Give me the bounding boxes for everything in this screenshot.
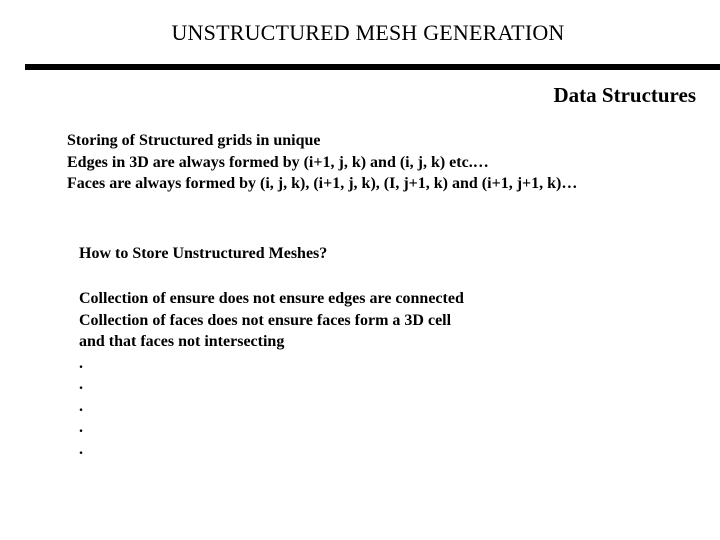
text-line: Faces are always formed by (i, j, k), (i+1, j, k), (I, j+1, k) and (i+1, j+1, k)… [67, 175, 578, 192]
slide-title: UNSTRUCTURED MESH GENERATION [171, 20, 565, 45]
title-divider [25, 64, 720, 70]
unstructured-text-block [79, 288, 464, 460]
ellipsis-dot: . [79, 376, 83, 393]
question-text: How to Store Unstructured Meshes? [79, 245, 328, 262]
ellipsis-dot: . [79, 440, 83, 458]
text-line: and that faces not intersecting [79, 333, 285, 350]
ellipsis-dot: . [79, 354, 83, 372]
text-line: Collection of ensure does not ensure edges are connected [79, 290, 464, 307]
ellipsis-dot: . [79, 397, 83, 415]
ellipsis-dot: . [79, 419, 83, 436]
section-heading: Data Structures [553, 83, 696, 107]
structured-text-block [67, 130, 577, 195]
text-line: Edges in 3D are always formed by (i+1, j, k) and (i, j, k) etc.… [67, 153, 489, 171]
text-line: Collection of faces does not ensure faces form a 3D cell [79, 311, 452, 329]
text-line: Storing of Structured grids in unique [67, 132, 321, 149]
